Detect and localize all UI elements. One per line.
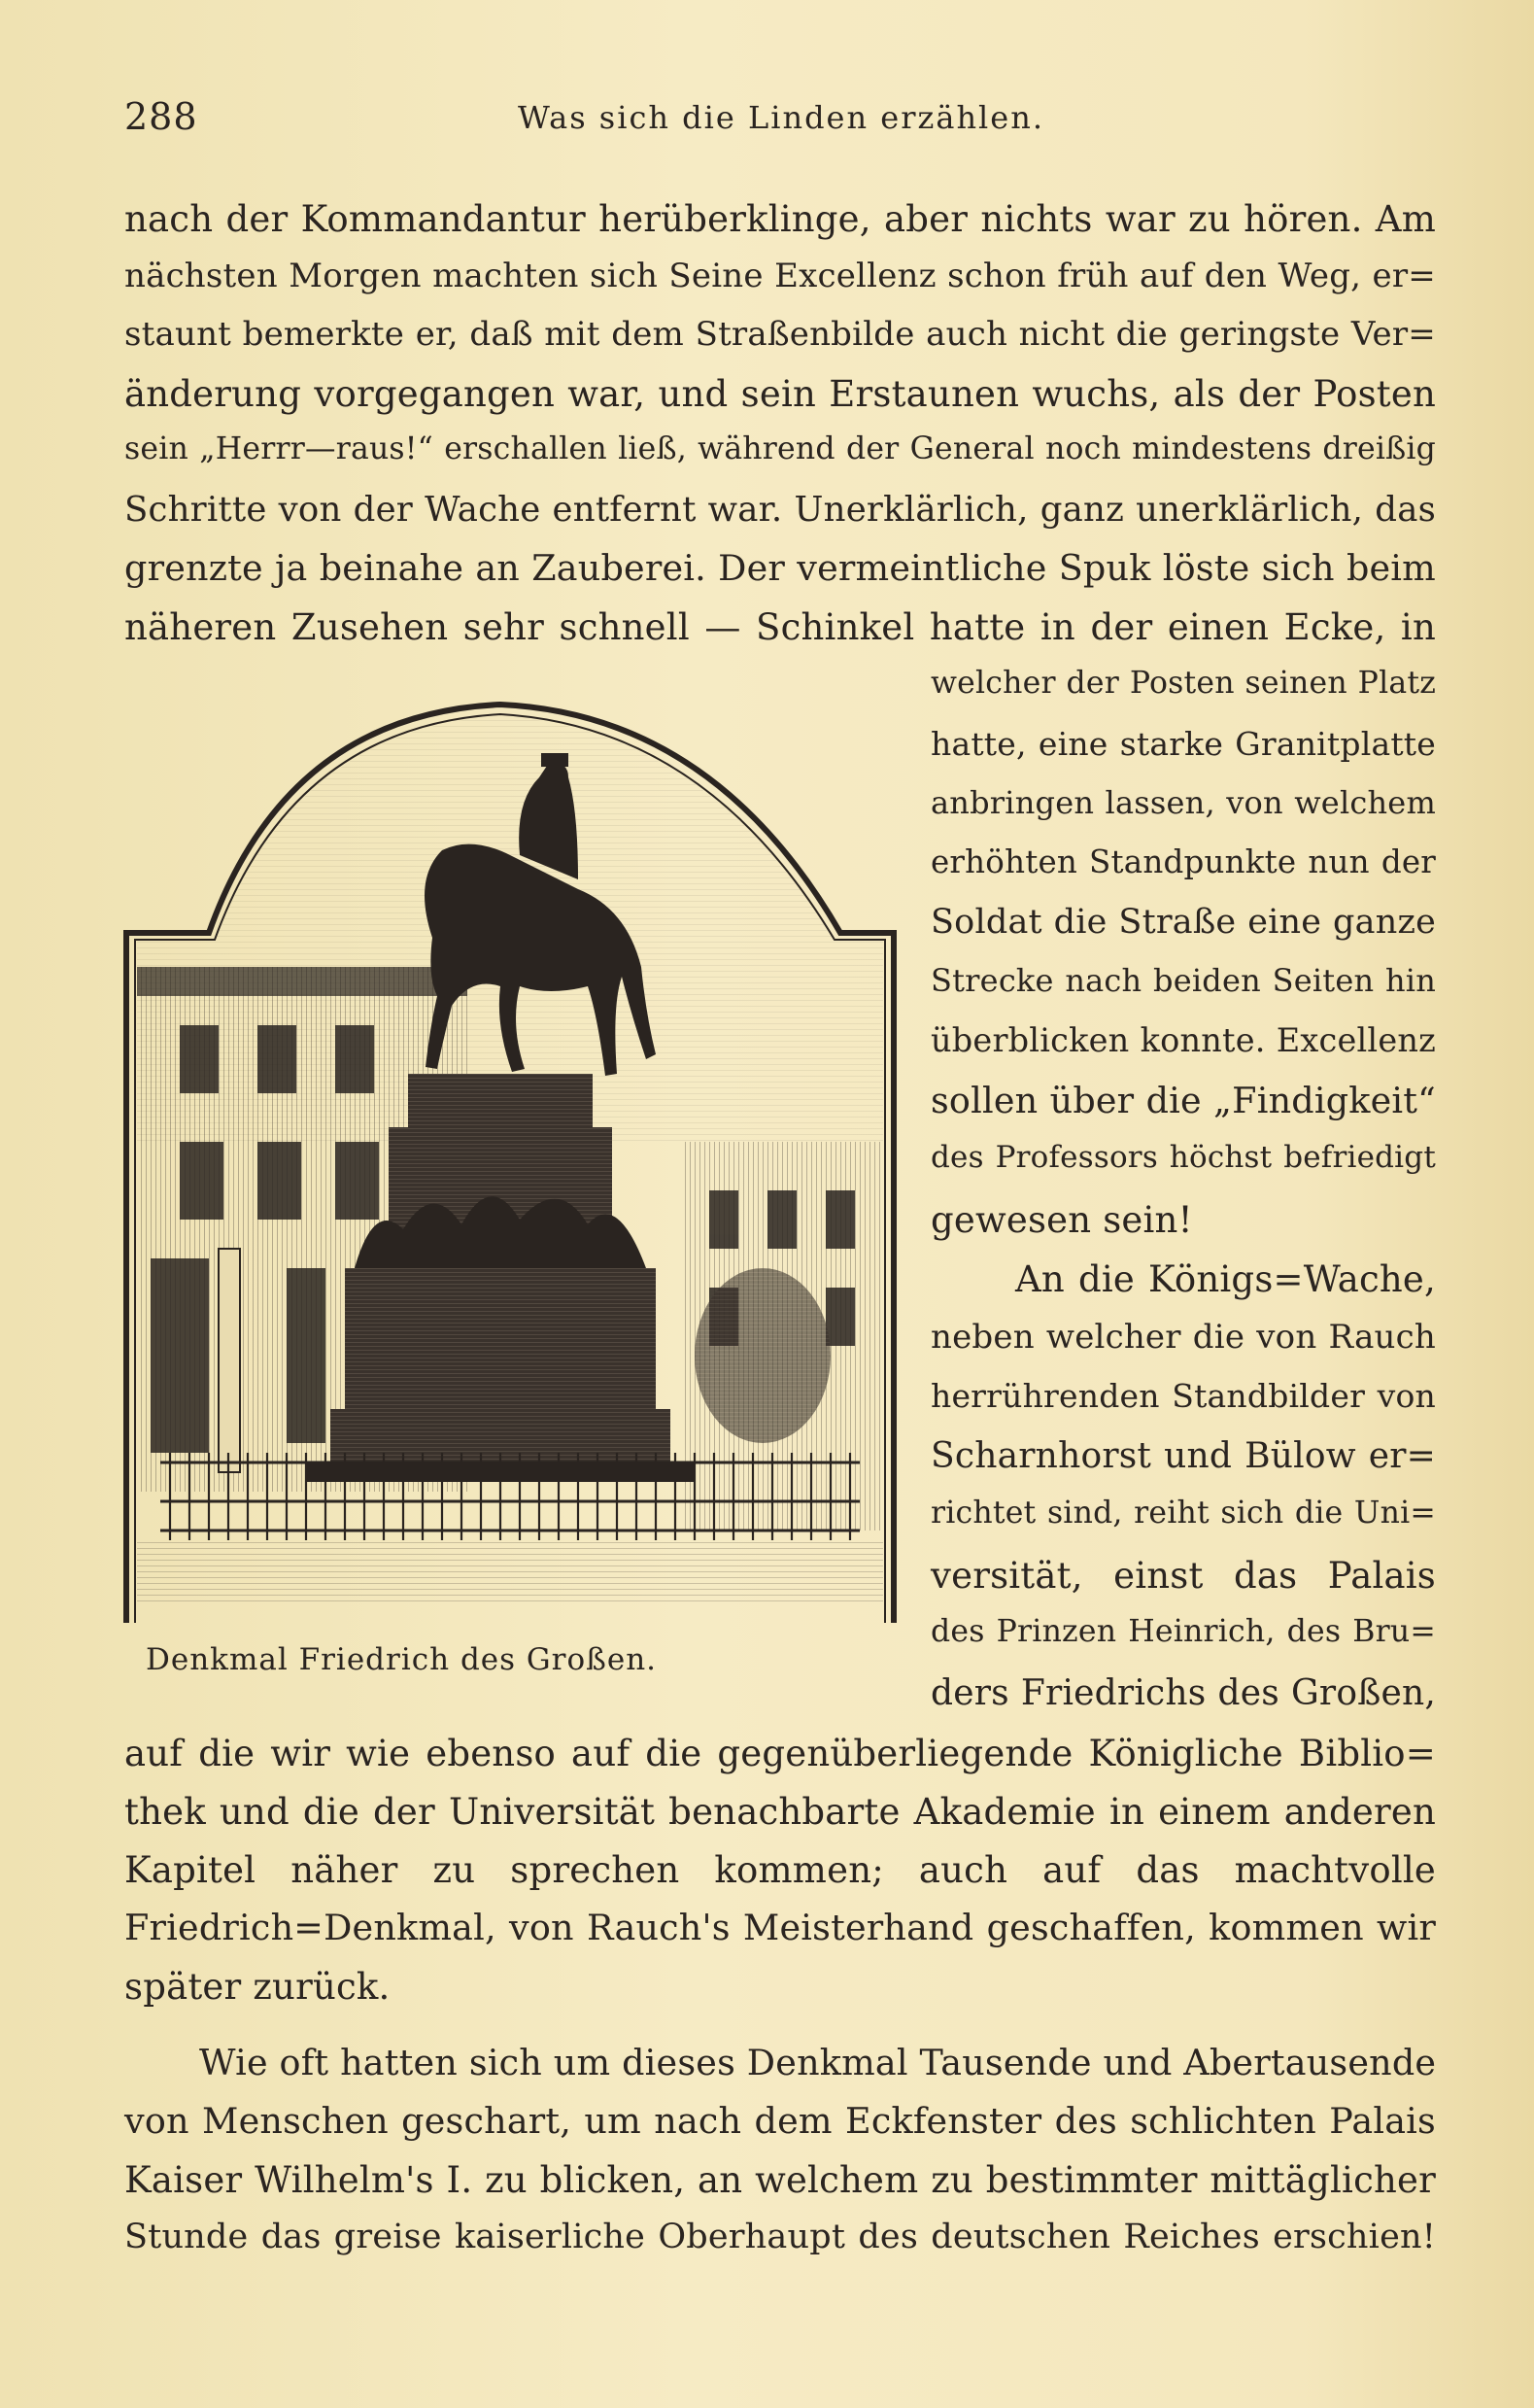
text-line: grenzte ja beinahe an Zauberei. Der vermeintliche Spuk löste sich beim [124, 547, 1436, 589]
text-line: Schritte von der Wache entfernt war. Unerklärlich, ganz unerklärlich, das [124, 490, 1436, 530]
side-text-line: sollen über die „Findigkeit“ [931, 1080, 1436, 1121]
text-line: nach der Kommandantur herüberklinge, aber nichts war zu hören. Am [124, 198, 1436, 240]
statue-illustration [121, 685, 899, 1623]
side-text-line: neben welcher die von Rauch [931, 1318, 1436, 1357]
side-text-line: An die Königs=Wache, [1015, 1258, 1436, 1300]
text-line: Stunde das greise kaiserliche Oberhaupt des deutschen Reiches erschien! [124, 2218, 1436, 2256]
text-line: von Menschen geschart, um nach dem Eckfenster des schlichten Palais [124, 2100, 1436, 2142]
side-text-line: ders Friedrichs des Großen, [931, 1673, 1436, 1713]
text-line: Kapitel näher zu sprechen kommen; auch auf das machtvolle [124, 1849, 1436, 1891]
text-line: Kaiser Wilhelm's I. zu blicken, an welchem zu bestimmter mittäglicher [124, 2159, 1436, 2201]
side-text-line: herrührenden Standbilder von [931, 1377, 1436, 1415]
text-line: später zurück. [124, 1966, 391, 2008]
side-text-line: erhöhten Standpunkte nun der [931, 843, 1436, 880]
figure-caption: Denkmal Friedrich des Großen. [146, 1642, 658, 1677]
side-text-line: welcher der Posten seinen Platz [931, 666, 1436, 701]
side-text-line: überblicken konnte. Excellenz [931, 1021, 1436, 1059]
text-line: sein „Herrr—raus!“ erschallen ließ, während der General noch mindestens dreißig [124, 431, 1436, 466]
text-line: näheren Zusehen sehr schnell — Schinkel hatte in der einen Ecke, in [124, 606, 1436, 648]
side-text-line: hatte, eine starke Granitplatte [931, 725, 1436, 763]
text-line: staunt bemerkte er, daß mit dem Straßenbilde auch nicht die geringste Ver= [124, 315, 1436, 354]
page-number: 288 [124, 95, 198, 138]
text-line: auf die wir wie ebenso auf die gegenüberliegende Königliche Biblio= [124, 1733, 1436, 1774]
side-text-line: des Professors höchst befriedigt [931, 1140, 1436, 1175]
side-text-line: Soldat die Straße eine ganze [931, 903, 1436, 942]
running-title: Was sich die Linden erzählen. [518, 99, 1044, 136]
side-text-line: Strecke nach beiden Seiten hin [931, 962, 1436, 999]
side-text-line: des Prinzen Heinrich, des Bru= [931, 1614, 1436, 1649]
equestrian-statue-icon [121, 685, 899, 1623]
side-text-line: richtet sind, reiht sich die Uni= [931, 1496, 1436, 1531]
text-line: Friedrich=Denkmal, von Rauch's Meisterhand geschaffen, kommen wir [124, 1907, 1436, 1948]
text-line: änderung vorgegangen war, und sein Erstaunen wuchs, als der Posten [124, 373, 1436, 415]
page-header [124, 95, 1436, 154]
side-text-line: versität, einst das Palais [931, 1555, 1436, 1597]
side-text-line: gewesen sein! [931, 1199, 1193, 1241]
text-line: Wie oft hatten sich um dieses Denkmal Tausende und Abertausende [199, 2042, 1437, 2083]
side-text-line: anbringen lassen, von welchem [931, 784, 1436, 821]
text-line: nächsten Morgen machten sich Seine Excellenz schon früh auf den Weg, er= [124, 257, 1436, 295]
side-text-line: Scharnhorst und Bülow er= [931, 1436, 1436, 1476]
text-line: thek und die der Universität benachbarte Akademie in einem anderen [124, 1791, 1436, 1833]
